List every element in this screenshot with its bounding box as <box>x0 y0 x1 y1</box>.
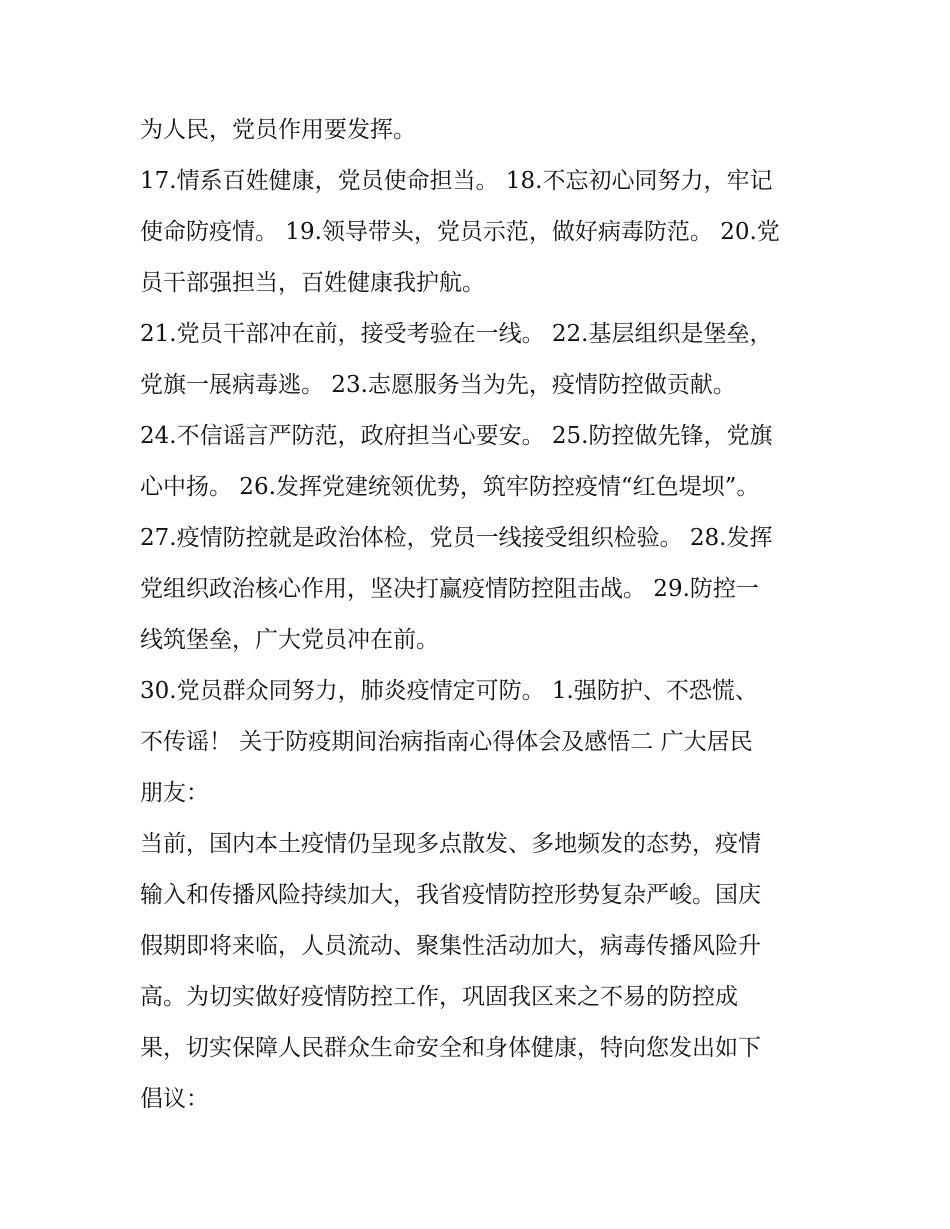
text-line: 21.党员干部冲在前，接受考验在一线。 22.基层组织是堡垒， <box>140 321 773 347</box>
text-line: 27.疫情防控就是政治体检，党员一线接受组织检验。 28.发挥 <box>140 525 773 551</box>
text-line: 党旗一展病毒逃。 23.志愿服务当为先，疫情防控做贡献。 <box>140 372 736 398</box>
text-line: 不传谣！ 关于防疫期间治病指南心得体会及感悟二 广大居民 <box>140 729 753 755</box>
text-line: 当前，国内本土疫情仍呈现多点散发、多地频发的态势，疫情 <box>140 831 761 857</box>
text-line: 倡议： <box>140 1086 209 1112</box>
text-line: 为人民，党员作用要发挥。 <box>140 117 416 143</box>
text-line: 假期即将来临，人员流动、聚集性活动加大，病毒传播风险升 <box>140 933 761 959</box>
body-text <box>140 105 820 1125</box>
text-line: 使命防疫情。 19.领导带头，党员示范，做好病毒防范。 20.党 <box>140 219 780 245</box>
text-line: 17.情系百姓健康，党员使命担当。 18.不忘初心同努力，牢记 <box>140 168 773 194</box>
text-line: 员干部强担当，百姓健康我护航。 <box>140 270 485 296</box>
text-line: 高。为切实做好疫情防控工作，巩固我区来之不易的防控成 <box>140 984 738 1010</box>
text-line: 党组织政治核心作用，坚决打赢疫情防控阻击战。 29.防控一 <box>140 576 759 602</box>
text-line: 果，切实保障人民群众生命安全和身体健康，特向您发出如下 <box>140 1035 761 1061</box>
text-line: 24.不信谣言严防范，政府担当心要安。 25.防控做先锋，党旗 <box>140 423 773 449</box>
text-line: 30.党员群众同努力，肺炎疫情定可防。 1.强防护、不恐慌、 <box>140 678 758 704</box>
text-line: 输入和传播风险持续加大，我省疫情防控形势复杂严峻。国庆 <box>140 882 761 908</box>
text-line: 线筑堡垒，广大党员冲在前。 <box>140 627 439 653</box>
text-line: 朋友： <box>140 780 209 806</box>
text-line: 心中扬。 26.发挥党建统领优势，筑牢防控疫情“红色堤坝”。 <box>140 474 760 500</box>
